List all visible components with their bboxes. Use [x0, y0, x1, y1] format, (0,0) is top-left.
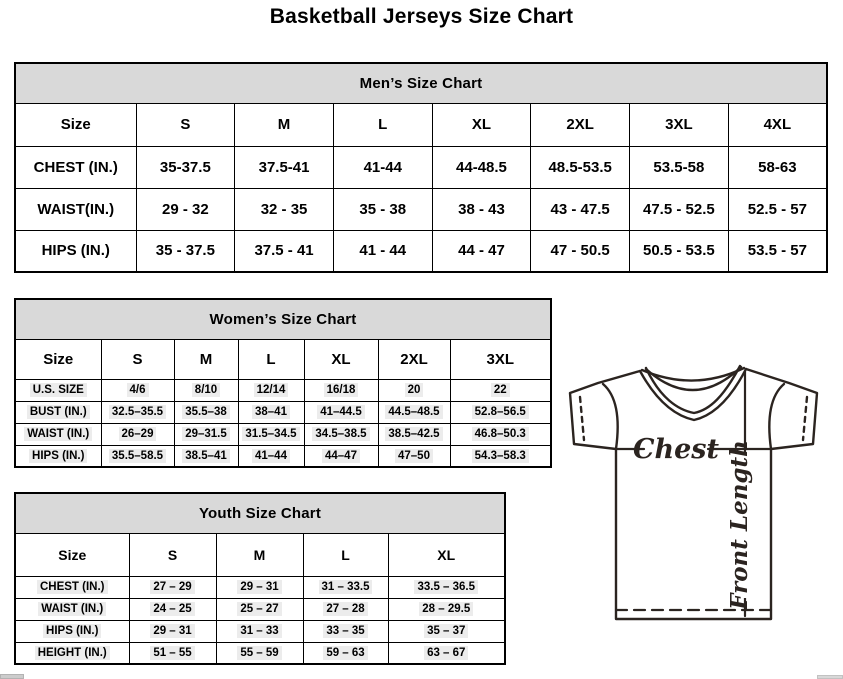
table-cell: [304, 379, 378, 401]
table-cell: [378, 379, 450, 401]
row-label: [15, 146, 136, 188]
cell-value: 53.5-58: [653, 158, 705, 176]
cell-value: 41–44: [252, 449, 290, 463]
table-cell: [238, 423, 304, 445]
womens-size-chart-table: [14, 298, 552, 468]
mens-column-header: M: [235, 103, 334, 146]
youth-table-row: [15, 576, 505, 598]
cell-value: 4/6: [127, 383, 149, 397]
cell-value: 41 - 44: [359, 242, 407, 260]
table-cell: [378, 423, 450, 445]
table-cell: [101, 445, 174, 467]
cell-value: 26–29: [119, 427, 157, 441]
youth-column-header: XL: [388, 533, 505, 576]
table-cell: [304, 401, 378, 423]
page-title: Basketball Jerseys Size Chart: [269, 5, 574, 28]
mens-table-row: [15, 146, 827, 188]
table-cell: [450, 423, 551, 445]
youth-chart-title: Youth Size Chart: [15, 493, 505, 533]
row-label-text: HEIGHT (IN.): [35, 646, 110, 660]
right-cuff-dashed-line: [803, 397, 807, 440]
youth-column-header: L: [303, 533, 388, 576]
table-cell: [216, 576, 303, 598]
row-label-text: CHEST (IN.): [37, 580, 108, 594]
table-cell: [388, 598, 505, 620]
table-cell: [630, 188, 729, 230]
cell-value: 35 – 37: [424, 624, 468, 638]
cell-value: 44 - 47: [458, 242, 505, 260]
table-cell: [174, 401, 238, 423]
cell-value: 31.5–34.5: [242, 427, 299, 441]
womens-table-row: [15, 379, 551, 401]
cell-value: 33 – 35: [323, 624, 367, 638]
table-cell: [129, 576, 216, 598]
table-cell: [216, 642, 303, 664]
table-cell: [216, 620, 303, 642]
table-cell: [238, 401, 304, 423]
front-length-label: Front Length: [726, 440, 753, 610]
table-cell: [728, 188, 827, 230]
cell-value: 50.5 - 53.5: [643, 242, 715, 260]
cell-value: 32.5–35.5: [109, 405, 166, 419]
cell-value: 41–44.5: [317, 405, 365, 419]
table-cell: [378, 401, 450, 423]
table-cell: [333, 146, 432, 188]
cell-value: 12/14: [254, 383, 289, 397]
jersey-outline: [570, 369, 817, 619]
cell-value: 46.8–50.3: [472, 427, 529, 441]
table-cell: [304, 423, 378, 445]
cell-value: 43 - 47.5: [550, 200, 610, 218]
womens-table-row: [15, 401, 551, 423]
womens-size-header: Size: [15, 339, 101, 379]
row-label-text: BUST (IN.): [27, 405, 90, 419]
table-cell: [174, 423, 238, 445]
row-label-text: WAIST (IN.): [24, 427, 92, 441]
youth-size-header: Size: [15, 533, 129, 576]
cell-value: 37.5-41: [258, 158, 310, 176]
table-cell: [101, 423, 174, 445]
cell-value: 38.5–41: [182, 449, 230, 463]
womens-column-header: L: [238, 339, 304, 379]
cell-value: 51 – 55: [150, 646, 194, 660]
table-cell: [303, 620, 388, 642]
table-cell: [101, 401, 174, 423]
womens-column-header: 3XL: [450, 339, 551, 379]
cell-value: 35.5–58.5: [109, 449, 166, 463]
table-cell: [630, 146, 729, 188]
table-cell: [235, 146, 334, 188]
cell-value: 29 – 31: [150, 624, 194, 638]
mens-size-chart-table: [14, 62, 828, 273]
womens-column-header: S: [101, 339, 174, 379]
cell-value: 41-44: [363, 158, 402, 176]
row-label-text: HIPS (IN.): [29, 449, 87, 463]
mens-table-row: [15, 230, 827, 272]
table-cell: [304, 445, 378, 467]
left-cuff-dashed-line: [580, 397, 584, 440]
table-cell: [303, 598, 388, 620]
table-cell: [303, 642, 388, 664]
cell-value: 35.5–38: [182, 405, 230, 419]
cell-value: 27 – 28: [323, 602, 367, 616]
table-cell: [432, 230, 531, 272]
cell-value: 37.5 - 41: [254, 242, 314, 260]
table-cell: [235, 188, 334, 230]
row-label: [15, 401, 101, 423]
table-cell: [450, 401, 551, 423]
table-cell: [129, 620, 216, 642]
womens-column-header: 2XL: [378, 339, 450, 379]
table-cell: [531, 146, 630, 188]
table-cell: [136, 230, 235, 272]
table-cell: [333, 188, 432, 230]
cell-value: 33.5 – 36.5: [414, 580, 478, 594]
cell-value: 47 - 50.5: [550, 242, 610, 260]
table-cell: [238, 445, 304, 467]
cell-value: 44.5–48.5: [385, 405, 442, 419]
row-label: [15, 379, 101, 401]
cell-value: 35-37.5: [159, 158, 211, 176]
row-label-text: WAIST (IN.): [38, 602, 106, 616]
table-cell: [630, 230, 729, 272]
row-label: [15, 642, 129, 664]
cell-value: 47–50: [395, 449, 433, 463]
cell-value: 35 - 38: [359, 200, 407, 218]
cell-value: 29 - 32: [162, 200, 209, 218]
youth-table-row: [15, 598, 505, 620]
cell-value: 24 – 25: [150, 602, 194, 616]
cell-value: 38.5–42.5: [385, 427, 442, 441]
youth-size-chart-table: [14, 492, 506, 665]
horizontal-scrollbar-thumb[interactable]: [0, 674, 24, 679]
youth-table-row: [15, 620, 505, 642]
table-cell: [450, 379, 551, 401]
womens-column-header: XL: [304, 339, 378, 379]
cell-value: 35 - 37.5: [155, 242, 215, 260]
mens-chart-title: Men’s Size Chart: [15, 63, 827, 103]
cell-value: 63 – 67: [424, 646, 468, 660]
cell-value: 20: [405, 383, 424, 397]
mens-column-header: S: [136, 103, 235, 146]
mens-column-header: 4XL: [728, 103, 827, 146]
jersey-measurement-diagram: [560, 362, 840, 624]
table-cell: [235, 230, 334, 272]
right-armhole-seam: [769, 384, 784, 449]
cell-value: 16/18: [324, 383, 359, 397]
cell-value: 52.5 - 57: [747, 200, 807, 218]
table-cell: [728, 146, 827, 188]
cell-value: 34.5–38.5: [312, 427, 369, 441]
cell-value: 44–47: [322, 449, 360, 463]
table-cell: [432, 146, 531, 188]
table-cell: [101, 379, 174, 401]
table-cell: [129, 642, 216, 664]
mens-column-header: 2XL: [531, 103, 630, 146]
table-cell: [174, 445, 238, 467]
table-cell: [531, 230, 630, 272]
womens-chart-title: Women’s Size Chart: [15, 299, 551, 339]
table-cell: [450, 445, 551, 467]
row-label: [15, 445, 101, 467]
mens-size-header: Size: [15, 103, 136, 146]
row-label-text: HIPS (IN.): [41, 242, 110, 260]
table-cell: [303, 576, 388, 598]
row-label: [15, 620, 129, 642]
table-cell: [531, 188, 630, 230]
cell-value: 28 – 29.5: [419, 602, 473, 616]
table-cell: [238, 379, 304, 401]
womens-column-header: M: [174, 339, 238, 379]
cell-value: 31 – 33.5: [319, 580, 373, 594]
cell-value: 25 – 27: [237, 602, 281, 616]
table-cell: [432, 188, 531, 230]
table-cell: [333, 230, 432, 272]
row-label: [15, 230, 136, 272]
table-cell: [378, 445, 450, 467]
table-cell: [129, 598, 216, 620]
cell-value: 38 - 43: [458, 200, 505, 218]
table-cell: [216, 598, 303, 620]
cell-value: 48.5-53.5: [548, 158, 612, 176]
cell-value: 55 – 59: [237, 646, 281, 660]
cell-value: 52.8–56.5: [472, 405, 529, 419]
womens-table-row: [15, 423, 551, 445]
chest-label: Chest: [633, 434, 719, 465]
youth-column-header: M: [216, 533, 303, 576]
table-cell: [728, 230, 827, 272]
cell-value: 31 – 33: [237, 624, 281, 638]
table-cell: [136, 188, 235, 230]
cell-value: 59 – 63: [323, 646, 367, 660]
row-label: [15, 598, 129, 620]
cell-value: 8/10: [192, 383, 220, 397]
mens-column-header: L: [333, 103, 432, 146]
cell-value: 53.5 - 57: [747, 242, 807, 260]
cell-value: 47.5 - 52.5: [643, 200, 715, 218]
cell-value: 54.3–58.3: [472, 449, 529, 463]
table-cell: [388, 620, 505, 642]
row-label: [15, 188, 136, 230]
cell-value: 58-63: [758, 158, 797, 176]
table-cell: [388, 642, 505, 664]
cell-value: 29–31.5: [182, 427, 230, 441]
table-cell: [136, 146, 235, 188]
cell-value: 22: [491, 383, 510, 397]
mens-table-row: [15, 188, 827, 230]
row-label-text: CHEST (IN.): [33, 158, 118, 176]
horizontal-scrollbar-fragment[interactable]: [817, 675, 843, 679]
row-label-text: WAIST(IN.): [37, 200, 115, 218]
row-label: [15, 576, 129, 598]
table-cell: [388, 576, 505, 598]
mens-column-header: 3XL: [630, 103, 729, 146]
left-armhole-seam: [603, 384, 618, 449]
cell-value: 27 – 29: [150, 580, 194, 594]
row-label-text: U.S. SIZE: [30, 383, 87, 397]
cell-value: 44-48.5: [456, 158, 507, 176]
cell-value: 38–41: [252, 405, 290, 419]
youth-column-header: S: [129, 533, 216, 576]
youth-table-row: [15, 642, 505, 664]
row-label-text: HIPS (IN.): [43, 624, 101, 638]
cell-value: 32 - 35: [260, 200, 308, 218]
mens-column-header: XL: [432, 103, 531, 146]
row-label: [15, 423, 101, 445]
table-cell: [174, 379, 238, 401]
womens-table-row: [15, 445, 551, 467]
cell-value: 29 – 31: [237, 580, 281, 594]
